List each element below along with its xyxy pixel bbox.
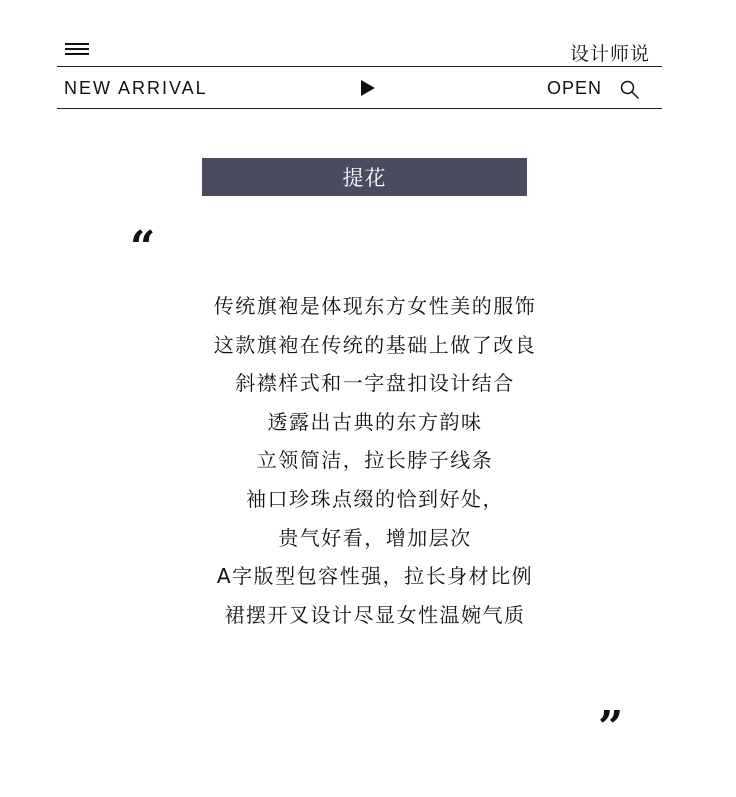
- close-quote-mark: ”: [598, 702, 624, 753]
- section-tag: [202, 158, 527, 196]
- top-bar: [57, 30, 662, 66]
- open-quote-mark: “: [130, 222, 156, 273]
- nav-bar: [57, 67, 662, 108]
- description-line: 斜襟样式和一字盘扣设计结合: [235, 371, 515, 396]
- description-line: 裙摆开叉设计尽显女性温婉气质: [224, 602, 526, 627]
- section-tag-label: 提花: [342, 166, 387, 190]
- description-line: 袖口珍珠点缀的恰到好处，: [246, 486, 504, 511]
- nav-new-arrival-link[interactable]: NEW ARRIVAL: [64, 78, 208, 98]
- description-line: A字版型包容性强，拉长身材比例: [216, 564, 534, 589]
- description-line: 传统旗袍是体现东方女性美的服饰: [213, 294, 537, 318]
- divider-bottom: [57, 108, 662, 109]
- description-line: 立领简洁，拉长脖子线条: [256, 448, 494, 473]
- play-icon[interactable]: [361, 80, 375, 96]
- brand-title: 设计师说: [569, 43, 650, 65]
- description-line: 贵气好看，增加层次: [278, 525, 472, 550]
- description-text: [120, 287, 630, 634]
- description-line: 透露出古典的东方韵味: [267, 409, 483, 434]
- nav-open-link[interactable]: OPEN: [547, 78, 603, 98]
- search-icon[interactable]: [619, 79, 641, 101]
- hamburger-menu-icon[interactable]: [65, 43, 89, 59]
- description-line: 这款旗袍在传统的基础上做了改良: [213, 332, 537, 357]
